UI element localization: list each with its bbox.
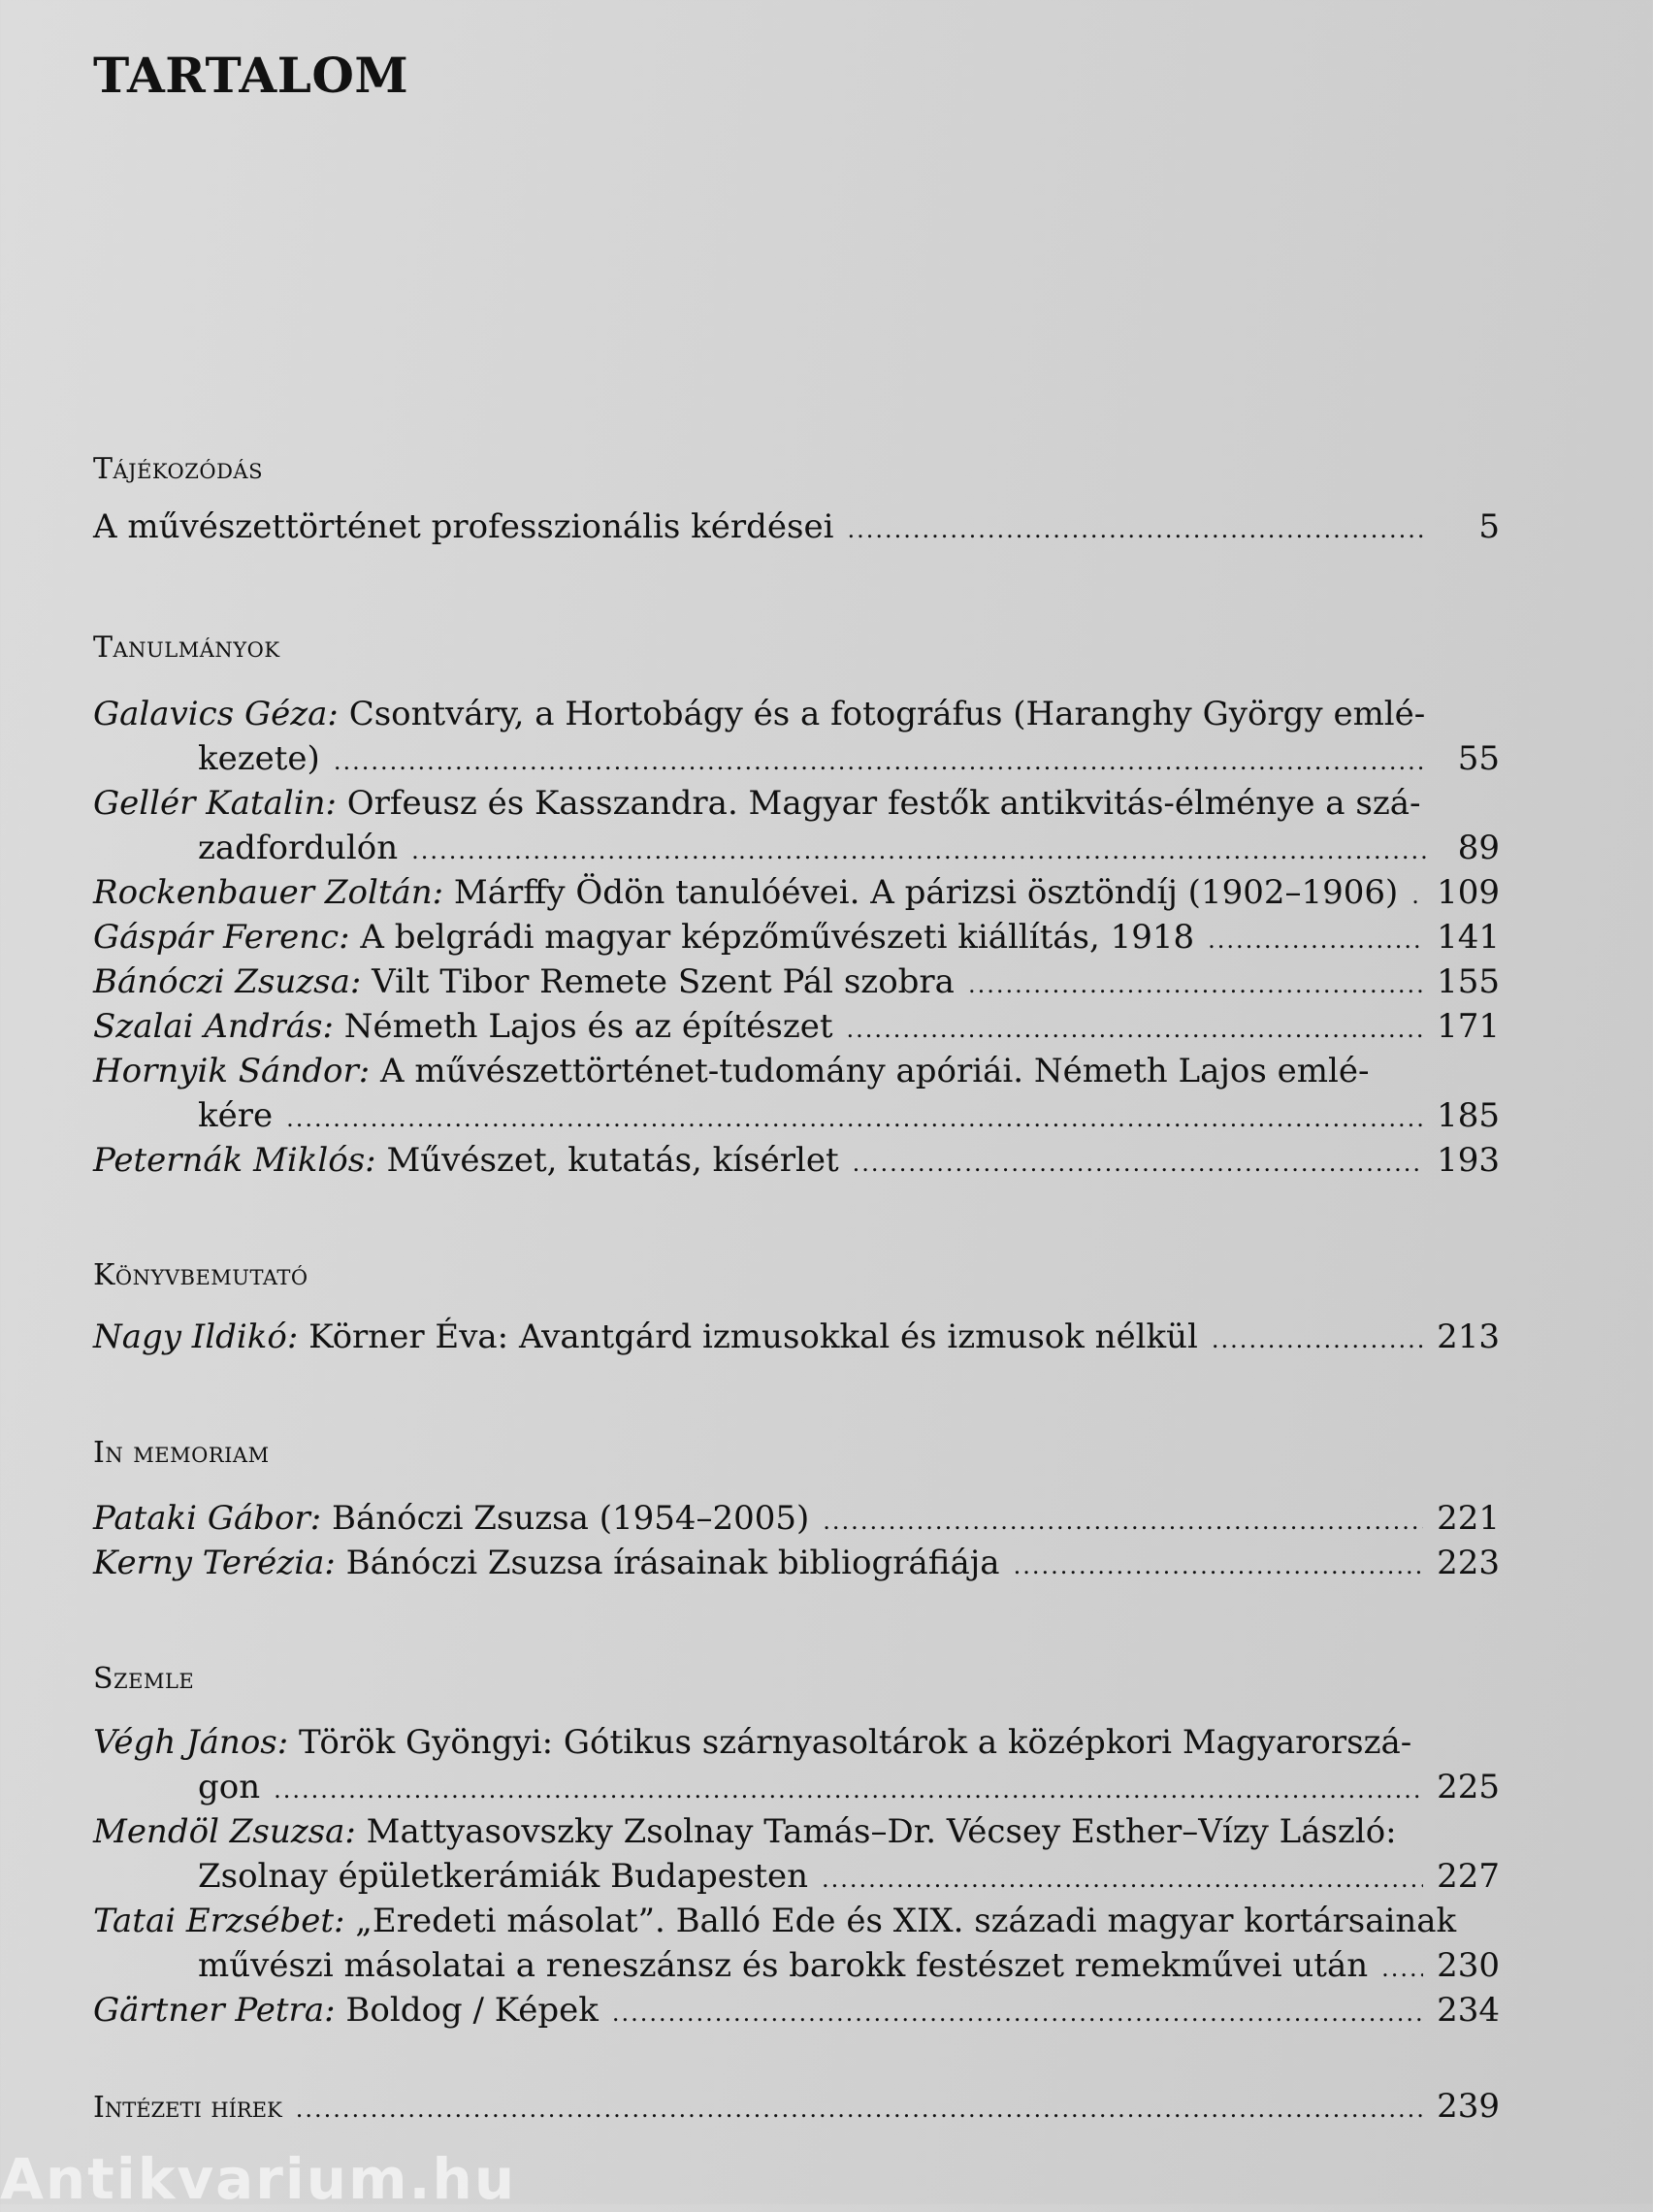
entry-title: Csontváry, a Hortobágy és a fotográfus (Haranghy György emlé-: [348, 695, 1426, 733]
page-number: 234: [1437, 1991, 1500, 2030]
page-number: 89: [1457, 829, 1500, 867]
entry-author: Gáspár Ferenc:: [93, 918, 350, 957]
page-number: 171: [1437, 1007, 1500, 1046]
toc-entry: [93, 1496, 1500, 1544]
entry-title: Mattyasovszky Zsolnay Tamás–Dr. Vécsey Esther–Vízy László:: [366, 1812, 1397, 1851]
page-number: 141: [1437, 918, 1500, 957]
entry-title-continued: művészi másolatai a reneszánsz és barokk festészet remekművei után: [198, 1946, 1369, 1985]
entry-author: Gellér Katalin:: [93, 784, 337, 823]
entry-title-continued: Zsolnay épületkerámiák Budapesten: [198, 1857, 809, 1896]
entry-author: Pataki Gábor:: [93, 1499, 322, 1538]
leader-dots: [334, 739, 1428, 784]
section-heading-konyvbemutato: Könyvbemutató: [93, 1258, 308, 1292]
toc-entry: [93, 1809, 1500, 1902]
entry-title: Bánóczi Zsuzsa (1954–2005): [332, 1499, 810, 1538]
page-title: TARTALOM: [93, 47, 409, 104]
leader-dots: [296, 2087, 1423, 2131]
page-number: 223: [1437, 1544, 1500, 1582]
page-number: 221: [1437, 1499, 1500, 1538]
toc-entry: [93, 1004, 1500, 1052]
entry-title: Bánóczi Zsuzsa írásainak bibliográfiája: [345, 1544, 1000, 1582]
page-number: 155: [1437, 962, 1500, 1001]
toc-entry: [93, 2084, 1500, 2131]
entry-title: A belgrádi magyar képzőművészeti kiállítás, 1918: [360, 918, 1195, 957]
entry-title: „Eredeti másolat”. Balló Ede és XIX. századi magyar kortársainak: [355, 1902, 1457, 1940]
toc-entry: [93, 1049, 1500, 1141]
entry-author: Nagy Ildikó:: [93, 1317, 299, 1356]
toc-entry: [93, 1541, 1500, 1588]
entry-title: Művészet, kutatás, kísérlet: [386, 1141, 839, 1180]
toc-entry: [93, 692, 1500, 784]
leader-dots: [286, 1096, 1423, 1141]
section-heading-in-memoriam: In memoriam: [93, 1436, 270, 1470]
leader-dots: [822, 1857, 1423, 1902]
section-heading-tanulmanyok: Tanulmányok: [93, 631, 280, 665]
leader-dots: [968, 962, 1423, 1007]
entry-author: Kerny Terézia:: [93, 1544, 336, 1582]
page-number: 185: [1437, 1096, 1500, 1135]
leader-dots: [823, 1499, 1423, 1544]
entry-author: Galavics Géza:: [93, 695, 339, 733]
page-number: 239: [1437, 2087, 1500, 2126]
section-heading-tajekozodas: Tájékozódás: [93, 452, 263, 486]
page-number: 55: [1457, 739, 1500, 778]
page-number: 225: [1437, 1768, 1500, 1806]
entry-title: Körner Éva: Avantgárd izmusokkal és izmusok nélkül: [308, 1317, 1198, 1356]
entry-title: A művészettörténet-tudomány apóriái. Németh Lajos emlé-: [379, 1052, 1370, 1090]
entry-title: Vilt Tibor Remete Szent Pál szobra: [372, 962, 955, 1001]
entry-title-continued: kére: [198, 1096, 274, 1135]
toc-entry: [93, 781, 1500, 873]
toc-entry: [93, 915, 1500, 962]
entry-title: Márffy Ödön tanulóévei. A párizsi ösztöndíj (1902–1906): [453, 873, 1399, 912]
toc-entry: [93, 504, 1500, 552]
toc-entry: [93, 870, 1500, 918]
toc-entry: [93, 1988, 1500, 2035]
leader-dots: [612, 1991, 1423, 2035]
leader-dots: [1208, 918, 1423, 962]
page-number: 109: [1437, 873, 1500, 912]
entry-author: Hornyik Sándor:: [93, 1052, 371, 1090]
leader-dots: [1411, 873, 1423, 918]
leader-dots: [847, 507, 1428, 552]
entry-title: A művészettörténet professzionális kérdései: [93, 507, 834, 546]
leader-dots: [1381, 1946, 1423, 1991]
section-heading-intezeti-hirek: Intézeti hírek: [93, 2091, 282, 2125]
entry-author: Peternák Miklós:: [93, 1141, 376, 1180]
entry-title: Németh Lajos és az építészet: [343, 1007, 833, 1046]
toc-entry: [93, 1720, 1500, 1812]
entry-author: Gärtner Petra:: [93, 1991, 336, 2030]
toc-entry: [93, 1315, 1500, 1362]
entry-title: Boldog / Képek: [345, 1991, 599, 2030]
leader-dots: [1212, 1317, 1423, 1362]
leader-dots: [1014, 1544, 1424, 1588]
page-number: 227: [1437, 1857, 1500, 1896]
entry-title: Török Gyöngyi: Gótikus szárnyasoltárok a középkori Magyarorszá-: [299, 1723, 1412, 1762]
toc-entry: [93, 960, 1500, 1007]
page-number: 5: [1478, 507, 1500, 546]
leader-dots: [853, 1141, 1423, 1186]
page-number: 213: [1437, 1317, 1500, 1356]
toc-entry: [93, 1138, 1500, 1186]
leader-dots: [274, 1768, 1423, 1812]
leader-dots: [847, 1007, 1424, 1052]
entry-author: Rockenbauer Zoltán:: [93, 873, 444, 912]
watermark: Antikvarium.hu: [0, 2146, 517, 2212]
entry-author: Szalai András:: [93, 1007, 334, 1046]
page-number: 230: [1437, 1946, 1500, 1985]
entry-author: Bánóczi Zsuzsa:: [93, 962, 362, 1001]
entry-title-continued: kezete): [198, 739, 320, 778]
entry-author: Mendöl Zsuzsa:: [93, 1812, 356, 1851]
entry-author: Tatai Erzsébet:: [93, 1902, 345, 1940]
section-heading-szemle: Szemle: [93, 1662, 195, 1696]
entry-title-continued: gon: [198, 1768, 261, 1806]
entry-title: Orfeusz és Kasszandra. Magyar festők antikvitás-élménye a szá-: [346, 784, 1421, 823]
entry-author: Végh János:: [93, 1723, 289, 1762]
entry-title-continued: zadfordulón: [198, 829, 399, 867]
page-number: 193: [1437, 1141, 1500, 1180]
leader-dots: [411, 829, 1428, 873]
toc-entry: [93, 1899, 1500, 1991]
